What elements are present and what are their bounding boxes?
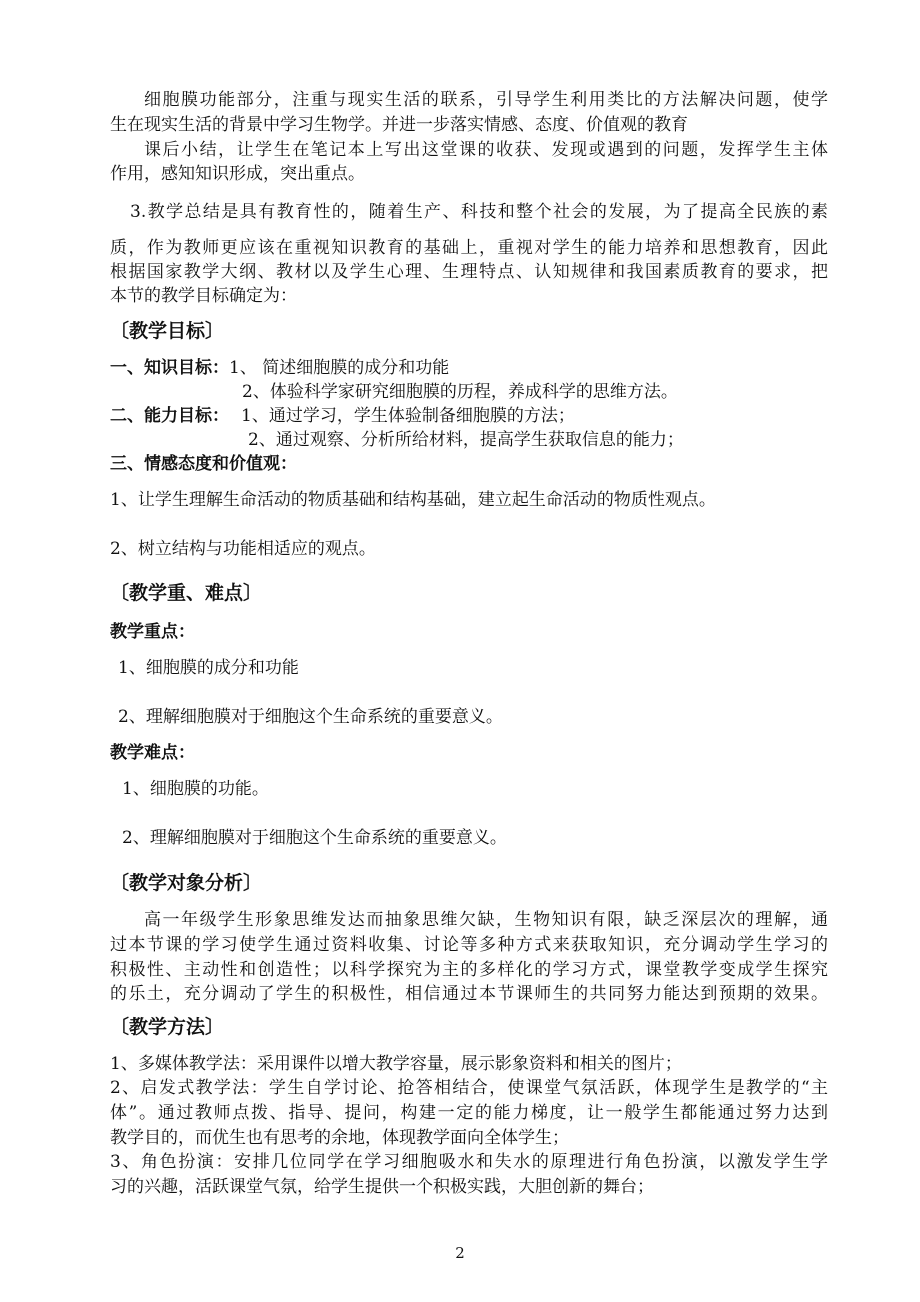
knowledge-goal-item: 2、体验科学家研究细胞膜的历程，养成科学的思维方法。 [242,382,678,402]
page-number: 2 [455,1244,465,1262]
section-heading-goals: 〔教学目标〕 [110,320,225,342]
knowledge-goal-item: 1、 简述细胞膜的成分和功能 [229,358,450,378]
ability-goal-label: 二、能力目标： [110,406,229,426]
method-item-continued: 习的兴趣，活跃课堂气氛，给学生提供一个积极实践，大胆创新的舞台； [110,1177,654,1197]
focus-item: 1、细胞膜的成分和功能 [118,658,299,678]
focus-item: 2、理解细胞膜对于细胞这个生命系统的重要意义。 [118,707,503,727]
difficulty-item: 2、理解细胞膜对于细胞这个生命系统的重要意义。 [122,828,507,848]
section-heading-key-points: 〔教学重、难点〕 [110,582,263,604]
method-item: 1、多媒体教学法：采用课件以增大教学容量，展示影象资料和相关的图片； [110,1054,682,1074]
emotion-goal-item: 2、树立结构与功能相适应的观点。 [110,539,376,559]
emotion-goal-label: 三、情感态度和价值观： [110,454,297,474]
method-item-continued: 教学目的，而优生也有思考的余地，体现教学面向全体学生； [110,1128,569,1148]
paragraph-line: 课后小结，让学生在笔记本上写出这堂课的收获、发现或遇到的问题，发挥学生主体 [144,140,828,160]
difficulty-item: 1、细胞膜的功能。 [122,779,269,799]
paragraph-line: 质，作为教师更应该在重视知识教育的基础上，重视对学生的能力培养和思想教育，因此 [110,238,828,258]
paragraph-line: 生在现实生活的背景中学习生物学。并进一步落实情感、态度、价值观的教育 [110,115,688,135]
paragraph-line: 的乐土，充分调动了学生的积极性，相信通过本节课师生的共同努力能达到预期的效果。 [110,984,828,1004]
paragraph-line: 高一年级学生形象思维发达而抽象思维欠缺，生物知识有限，缺乏深层次的理解，通 [144,910,828,930]
paragraph-line: 积极性、主动性和创造性；以科学探究为主的多样化的学习方式，课堂教学变成学生探究 [110,960,828,980]
method-item-continued: 体”。通过教师点拨、指导、提问，构建一定的能力梯度，让一般学生都能通过努力达到 [110,1103,828,1123]
ability-goal-item: 1、通过学习，学生体验制备细胞膜的方法； [241,406,575,426]
ability-goal-item: 2、通过观察、分析所给材料，提高学生获取信息的能力； [248,430,684,450]
section-heading-analysis: 〔教学对象分析〕 [110,872,263,894]
paragraph-line: 过本节课的学习使学生通过资料收集、讨论等多种方式来获取知识，充分调动学生学习的 [110,935,828,955]
method-item: 2、启发式教学法：学生自学讨论、抢答相结合，使课堂气氛活跃，体现学生是教学的“主 [110,1078,828,1098]
knowledge-goal-label: 一、知识目标： [110,358,229,378]
focus-label: 教学重点： [110,622,195,642]
knowledge-goal-row [110,356,828,380]
paragraph-line: 根据国家教学大纲、教材以及学生心理、生理特点、认知规律和我国素质教育的要求，把 [110,262,828,282]
paragraph-line: 本节的教学目标确定为： [110,286,297,306]
paragraph-line: 作用，感知知识形成，突出重点。 [110,164,365,184]
paragraph-line: 3.教学总结是具有教育性的，随着生产、科技和整个社会的发展，为了提高全民族的素 [130,202,828,222]
section-heading-methods: 〔教学方法〕 [110,1016,225,1038]
difficulty-label: 教学难点： [110,743,195,763]
emotion-goal-item: 1、让学生理解生命活动的物质基础和结构基础，建立起生命活动的物质性观点。 [110,490,716,510]
paragraph-line: 细胞膜功能部分，注重与现实生活的联系，引导学生利用类比的方法解决问题，使学 [144,90,828,110]
ability-goal-row [110,404,828,428]
method-item: 3、角色扮演：安排几位同学在学习细胞吸水和失水的原理进行角色扮演，以激发学生学 [110,1152,828,1172]
